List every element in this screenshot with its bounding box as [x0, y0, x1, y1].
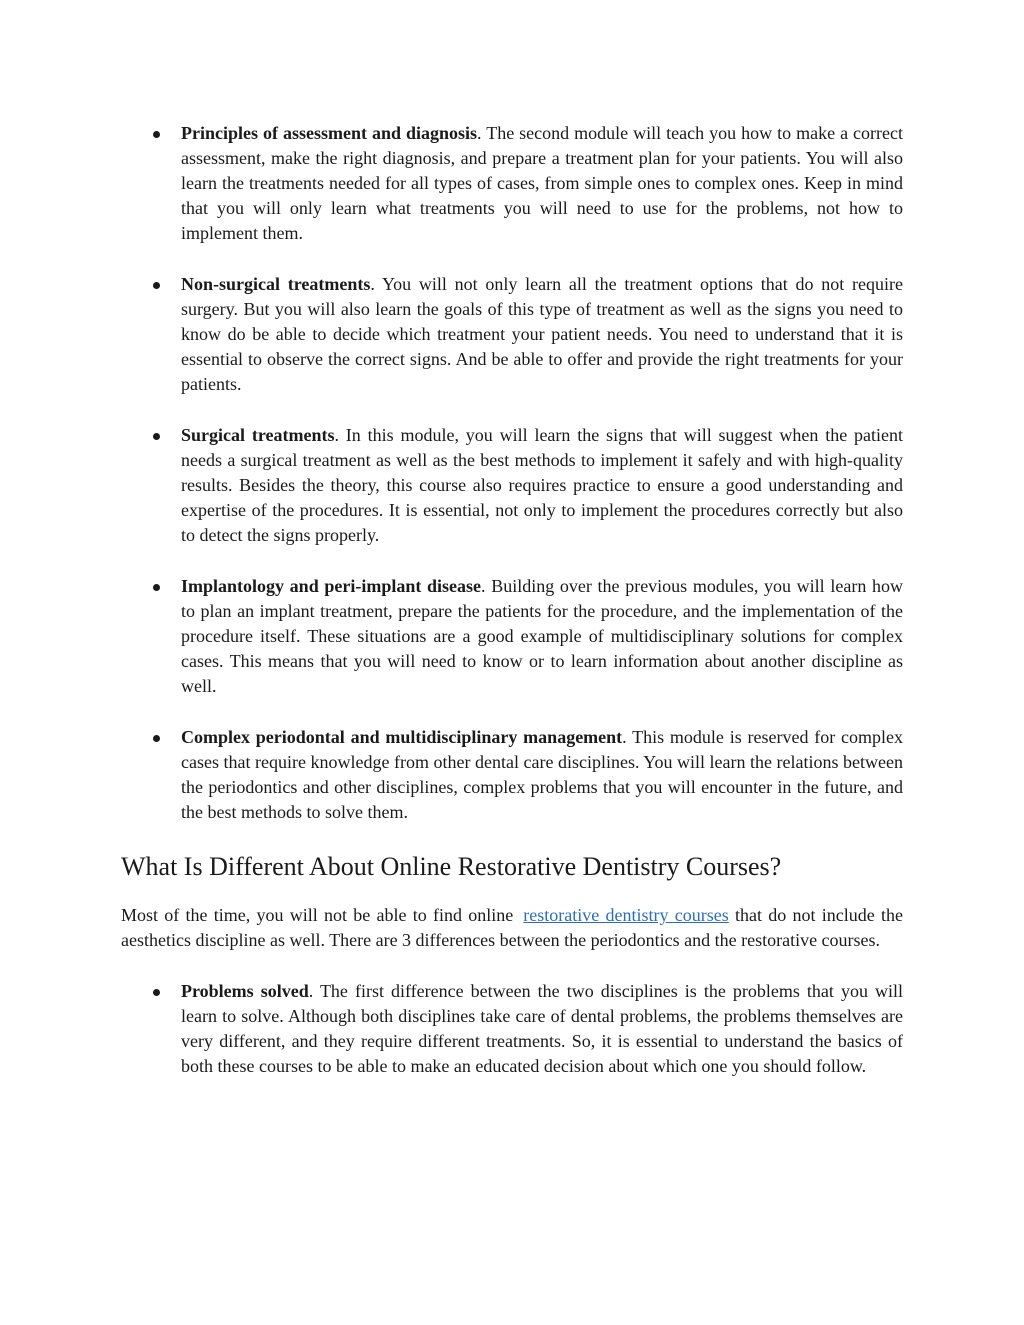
bullet-icon	[153, 735, 160, 742]
module-list	[121, 121, 903, 825]
bullet-icon	[153, 989, 160, 996]
list-item	[121, 574, 903, 699]
list-item-text: . In this module, you will learn the signs that will suggest when the patient needs a surgical treatment as well as the best methods to implement it safely and with high-quality results. Besides the theory, this course also requires practice to ensure a good understanding and expertise of the procedures. It is essential, not only to implement the procedures correctly but also to detect the signs properly.	[181, 425, 903, 545]
bullet-icon	[153, 584, 160, 591]
list-item	[121, 272, 903, 397]
restorative-courses-link[interactable]: restorative dentistry courses	[523, 905, 729, 925]
differences-list	[121, 979, 903, 1079]
list-item	[121, 121, 903, 246]
list-item-text: . You will not only learn all the treatment options that do not require surgery. But you will also learn the goals of this type of treatment as well as the signs you need to know do be able to decide which treatment your patient needs. You need to understand that it is essential to observe the correct signs. And be able to offer and provide the right treatments for your patients.	[181, 274, 904, 394]
list-item	[121, 725, 903, 825]
list-item	[121, 979, 903, 1079]
list-item-text: . Building over the previous modules, you will learn how to plan an implant treatment, prepare the patients for the procedure, and the implementation of the procedure itself. These situations are a good example of multidisciplinary solutions for complex cases. This means that you will need to know or to learn information about another discipline as well.	[181, 576, 903, 696]
list-item-text: . The first difference between the two disciplines is the problems that you will learn to solve. Although both disciplines take care of dental problems, the problems themselves are very different, and they require different treatments. So, it is essential to understand the basics of both these courses to be able to make an educated decision about which one you should follow.	[181, 981, 903, 1076]
bullet-icon	[153, 131, 160, 138]
intro-text-before: Most of the time, you will not be able to find online	[121, 905, 514, 925]
list-item-text: . This module is reserved for complex cases that require knowledge from other dental care disciplines. You will learn the relations between the periodontics and other disciplines, complex problems that you will encounter in the future, and the best methods to solve them.	[181, 727, 903, 822]
list-item-term: Complex periodontal and multidisciplinary management	[181, 727, 623, 747]
section-heading: What Is Different About Online Restorative Dentistry Courses?	[121, 852, 782, 881]
bullet-icon	[153, 433, 160, 440]
bullet-icon	[153, 282, 160, 289]
list-item-term: Implantology and peri-implant disease	[181, 576, 482, 596]
intro-text-after: that do not include the aesthetics discipline as well. There are 3 differences between the periodontics and the restorative courses.	[121, 905, 904, 950]
list-item-text: . The second module will teach you how to make a correct assessment, make the right diagnosis, and prepare a treatment plan for your patients. You will also learn the treatments needed for all types of cases, from simple ones to complex ones. Keep in mind that you will only learn what treatments you will need to use for the problems, not how to implement them.	[181, 123, 904, 243]
document-content	[121, 121, 903, 1105]
list-item-term: Problems solved	[181, 981, 309, 1001]
list-item-term: Principles of assessment and diagnosis	[181, 123, 478, 143]
list-item-term: Non-surgical treatments	[181, 274, 371, 294]
intro-paragraph	[121, 903, 903, 953]
list-item-term: Surgical treatments	[181, 425, 335, 445]
list-item	[121, 423, 903, 548]
